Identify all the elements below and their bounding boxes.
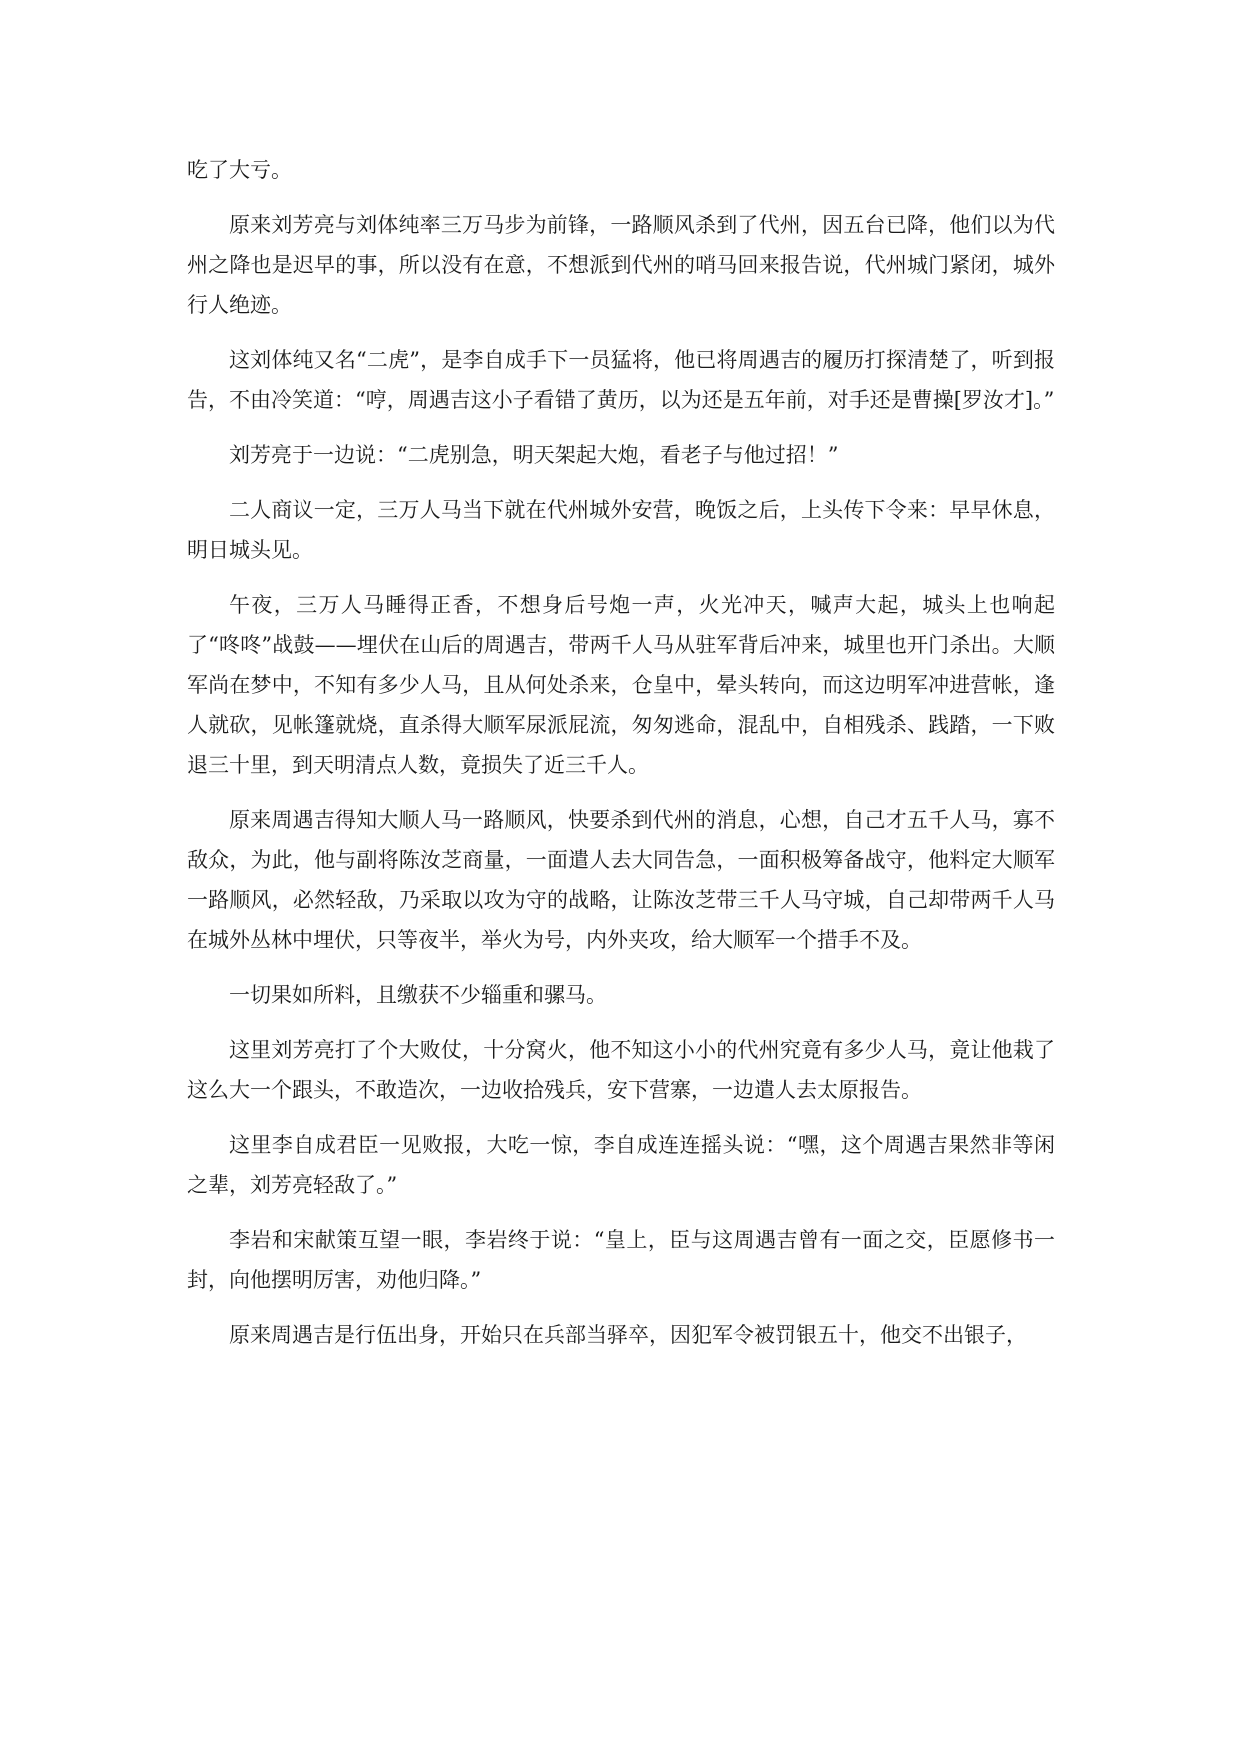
paragraph-3: 这刘体纯又名“二虎”，是李自成手下一员猛将，他已将周遇吉的履历打探清楚了，听到报告，不由冷笑道：“哼，周遇吉这小子看错了黄历，以为还是五年前，对手还是曹操[罗汝才]。” [187,348,1055,412]
paragraph-7: 原来周遇吉得知大顺人马一路顺风，快要杀到代州的消息，心想，自己才五千人马，寡不敌众，为此，他与副将陈汝芝商量，一面遣人去大同告急，一面积极筹备战守，他料定大顺军一路顺风，必然轻敌，乃采取以攻为守的战略，让陈汝芝带三千人马守城，自己却带两千人马在城外丛林中埋伏，只等夜半，举火为号，内外夹攻，给大顺军一个措手不及。 [187,808,1055,952]
paragraph-4: 刘芳亮于一边说：“二虎别急，明天架起大炮，看老子与他过招！” [229,443,839,467]
paragraph-8: 一切果如所料，且缴获不少辎重和骡马。 [229,983,607,1007]
document-body [187,150,1055,1370]
paragraph-6: 午夜，三万人马睡得正香，不想身后号炮一声，火光冲天，喊声大起，城头上也响起了“咚咚”战鼓——埋伏在山后的周遇吉，带两千人马从驻军背后冲来，城里也开门杀出。大顺军尚在梦中，不知有多少人马，且从何处杀来，仓皇中，晕头转向，而这边明军冲进营帐，逢人就砍，见帐篷就烧，直杀得大顺军尿派屁流，匆匆逃命，混乱中，自相残杀、践踏，一下败退三十里，到天明清点人数，竟损失了近三千人。 [187,593,1055,777]
paragraph-11: 李岩和宋献策互望一眼，李岩终于说：“皇上，臣与这周遇吉曾有一面之交，臣愿修书一封，向他摆明厉害，劝他归降。” [187,1228,1055,1292]
paragraph-10: 这里李自成君臣一见败报，大吃一惊，李自成连连摇头说：“嘿，这个周遇吉果然非等闲之辈，刘芳亮轻敌了。” [187,1133,1055,1197]
paragraph-12: 原来周遇吉是行伍出身，开始只在兵部当驿卒，因犯军令被罚银五十，他交不出银子， [229,1323,1027,1347]
paragraph-5: 二人商议一定，三万人马当下就在代州城外安营，晚饭之后，上头传下令来：早早休息，明日城头见。 [187,498,1055,562]
paragraph-2: 原来刘芳亮与刘体纯率三万马步为前锋，一路顺风杀到了代州，因五台已降，他们以为代州之降也是迟早的事，所以没有在意，不想派到代州的哨马回来报告说，代州城门紧闭，城外行人绝迹。 [187,213,1055,317]
paragraph-9: 这里刘芳亮打了个大败仗，十分窝火，他不知这小小的代州究竟有多少人马，竟让他栽了这么大一个跟头，不敢造次，一边收拾残兵，安下营寨，一边遣人去太原报告。 [187,1038,1055,1102]
paragraph-1: 吃了大亏。 [187,158,292,182]
